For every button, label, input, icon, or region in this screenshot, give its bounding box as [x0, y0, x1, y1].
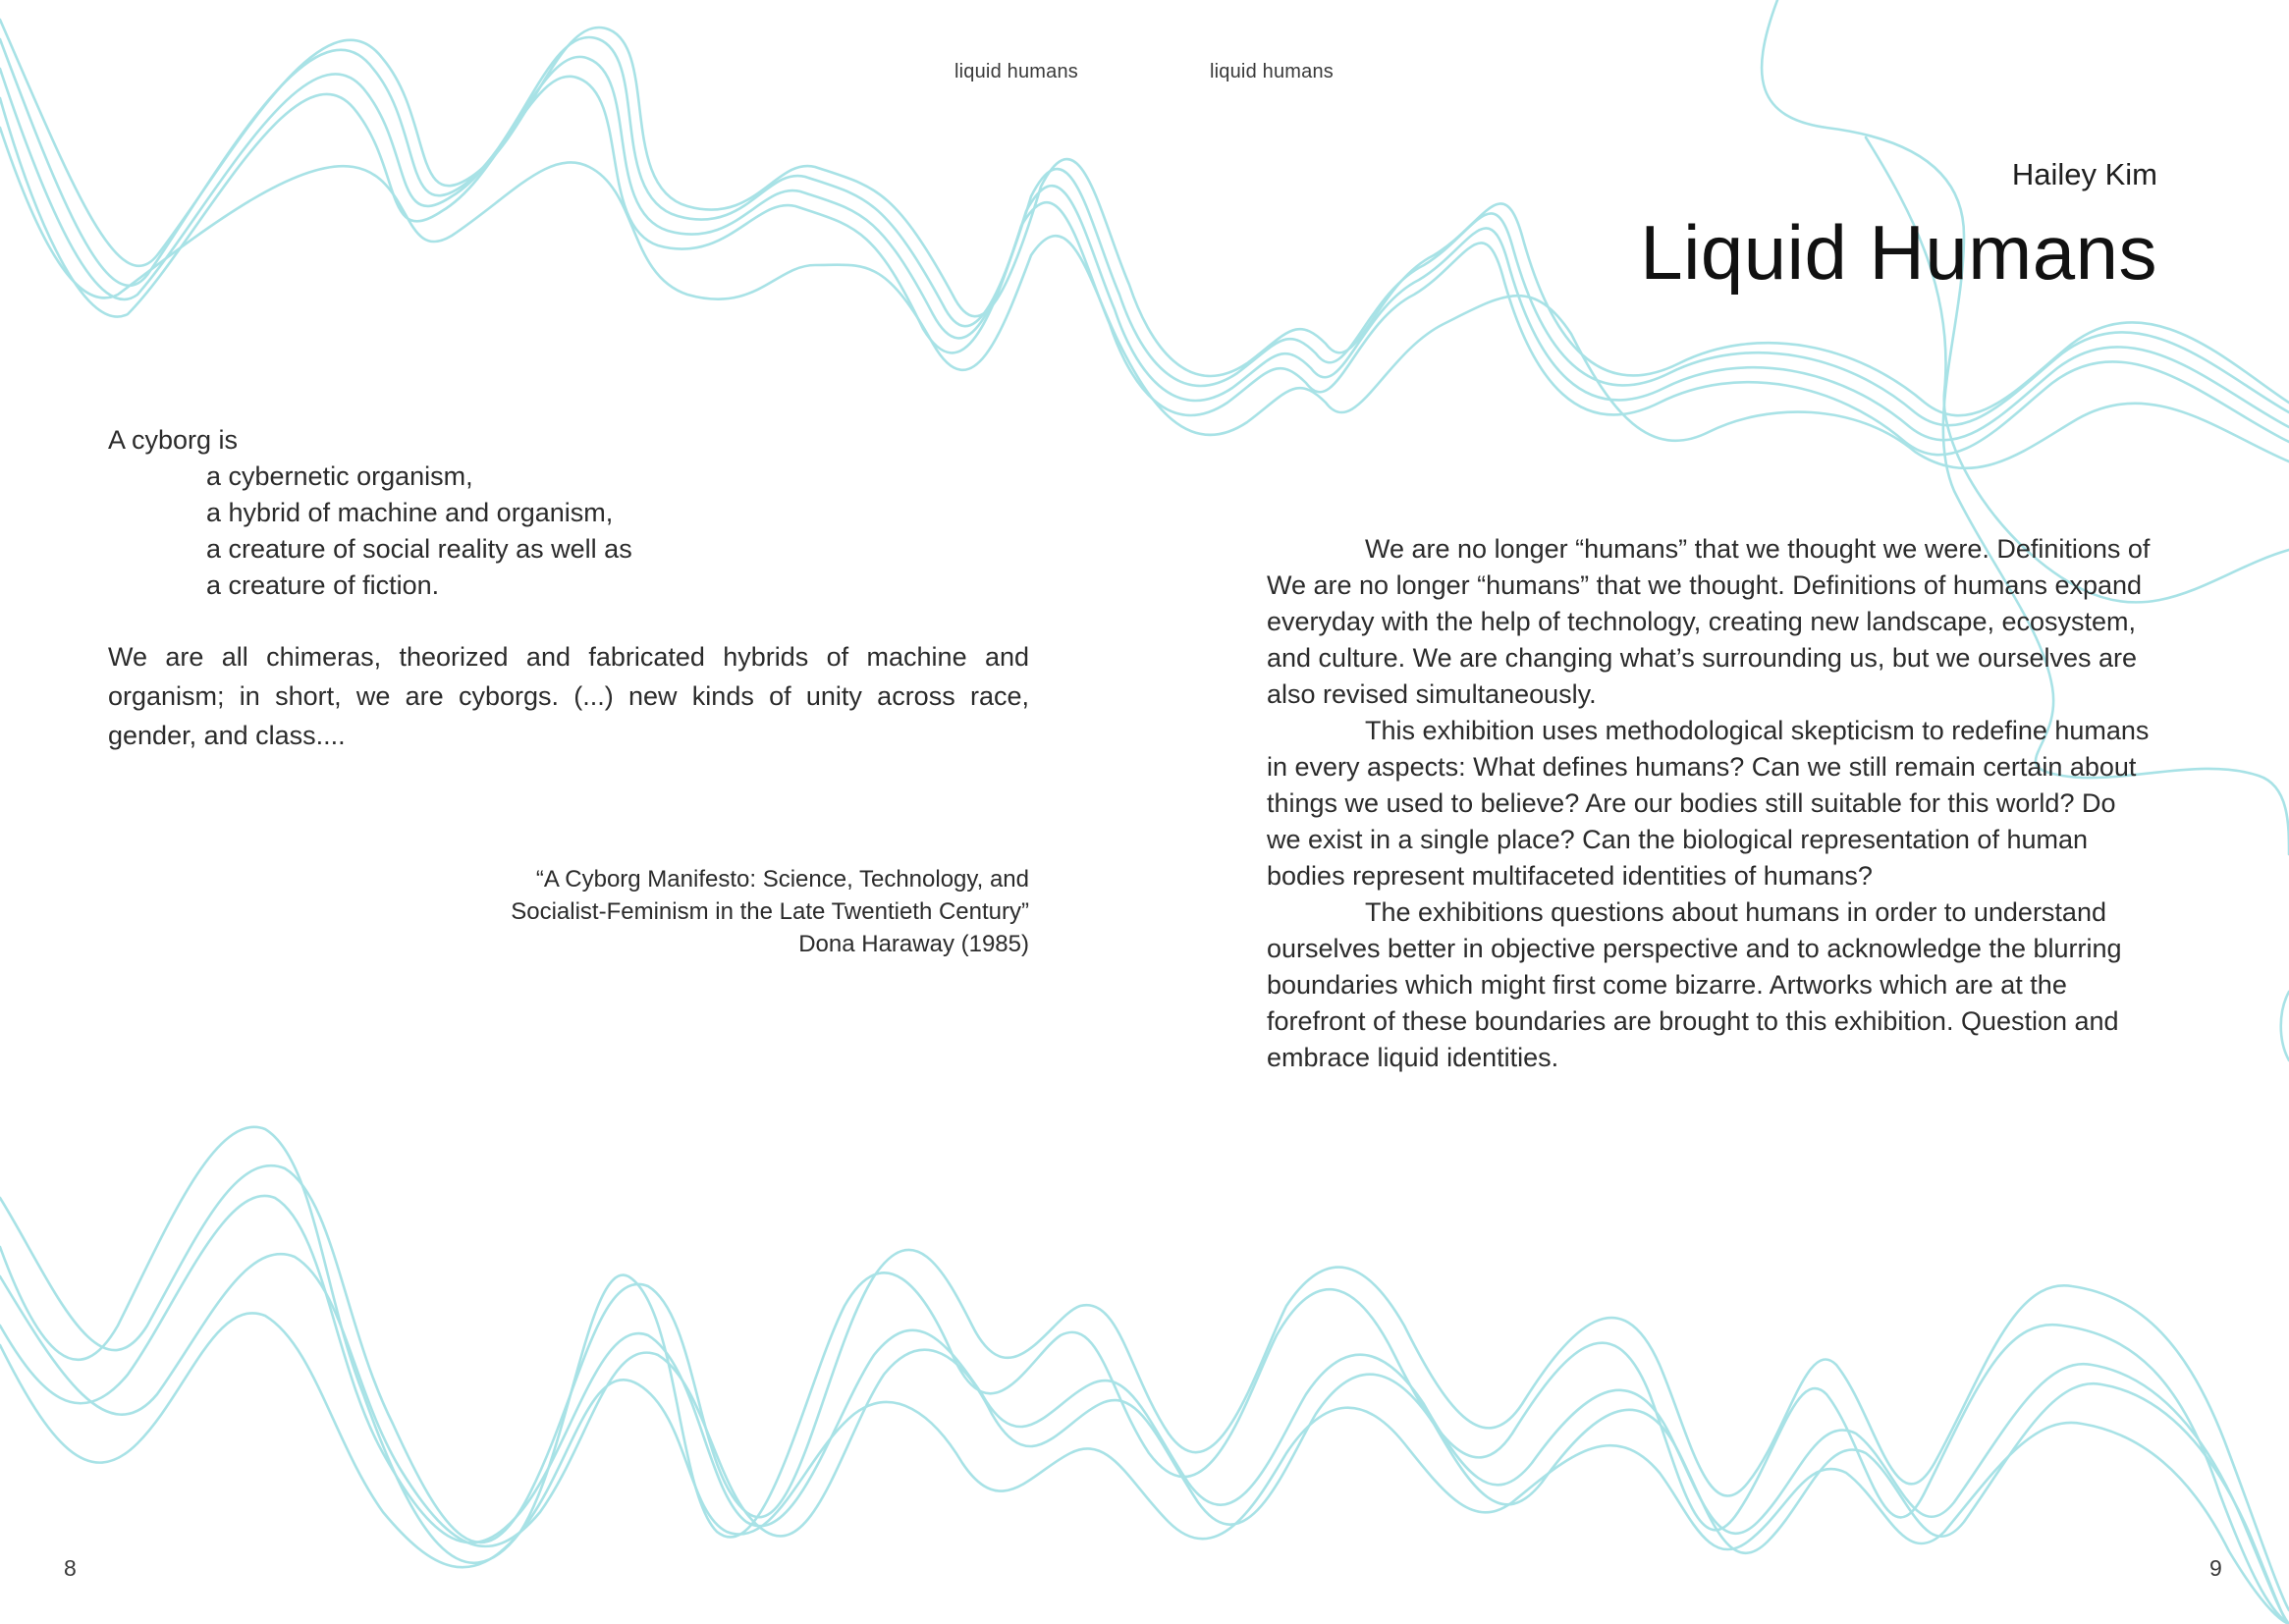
- quote-citation: [511, 863, 1029, 960]
- poem-line: a cybernetic organism,: [206, 461, 473, 491]
- running-head-left: liquid humans: [954, 61, 1079, 82]
- haraway-quote: We are all chimeras, theorized and fabricated hybrids of machine and organism; in short, we are cyborgs. (...) new kinds of unity across race, gender, and class....: [108, 642, 1029, 750]
- bottom-wave-line-4: [0, 1196, 2289, 1624]
- poem-line: a creature of fiction.: [206, 570, 440, 600]
- page-number-right: 9: [2209, 1555, 2222, 1581]
- bottom-wave-line-2: [0, 1313, 2289, 1624]
- bottom-wave-line-3: [0, 1165, 2289, 1610]
- author-name: Hailey Kim: [2011, 157, 2157, 191]
- citation-title-line-1: “A Cyborg Manifesto: Science, Technology, and: [535, 866, 1029, 893]
- essay-paragraph: The exhibitions questions about humans in order to understand ourselves better in objective perspective and to acknowledge the blurring boundaries which might first come bizarre. Artworks which are at the forefront of these boundaries are brought to this exhibition. Question and embrace liquid identities.: [1267, 897, 2122, 1072]
- citation-author: Dona Haraway (1985): [798, 931, 1029, 957]
- running-head-right: liquid humans: [1210, 61, 1335, 82]
- poem-line: a creature of social reality as well as: [206, 534, 632, 564]
- poem-block: [108, 422, 632, 604]
- bottom-wave-line-5: [0, 1254, 2289, 1624]
- essay-paragraph: This exhibition uses methodological skepticism to redefine humans in every aspects: What defines humans? Can we still remain certain about things we used to believe? Are our bodies still suitable for this world? Do we exist in a single place? Can the biological representation of human bodies represent multifaceted identities of humans?: [1267, 716, 2150, 891]
- top-wave-line-4: [0, 128, 2289, 468]
- poem-line: A cyborg is: [108, 425, 239, 455]
- citation-title-line-2: Socialist-Feminism in the Late Twentieth Century”: [511, 898, 1029, 925]
- bottom-wave-line-1: [0, 1127, 2289, 1624]
- poem-line: a hybrid of machine and organism,: [206, 498, 614, 527]
- right-loop-line-2: [2281, 992, 2289, 1060]
- page-title: Liquid Humans: [1640, 209, 2157, 296]
- page-number-left: 8: [64, 1555, 77, 1581]
- essay-body: [1267, 531, 2151, 1076]
- essay-paragraph: We are no longer “humans” that we thought we were. Definitions of We are no longer “humans” that we thought. Definitions of humans expand everyday with the help of technology, creating new landscape, ecosystem, and culture. We are changing what’s surrounding us, but we ourselves are also revised simultaneously.: [1267, 534, 2151, 709]
